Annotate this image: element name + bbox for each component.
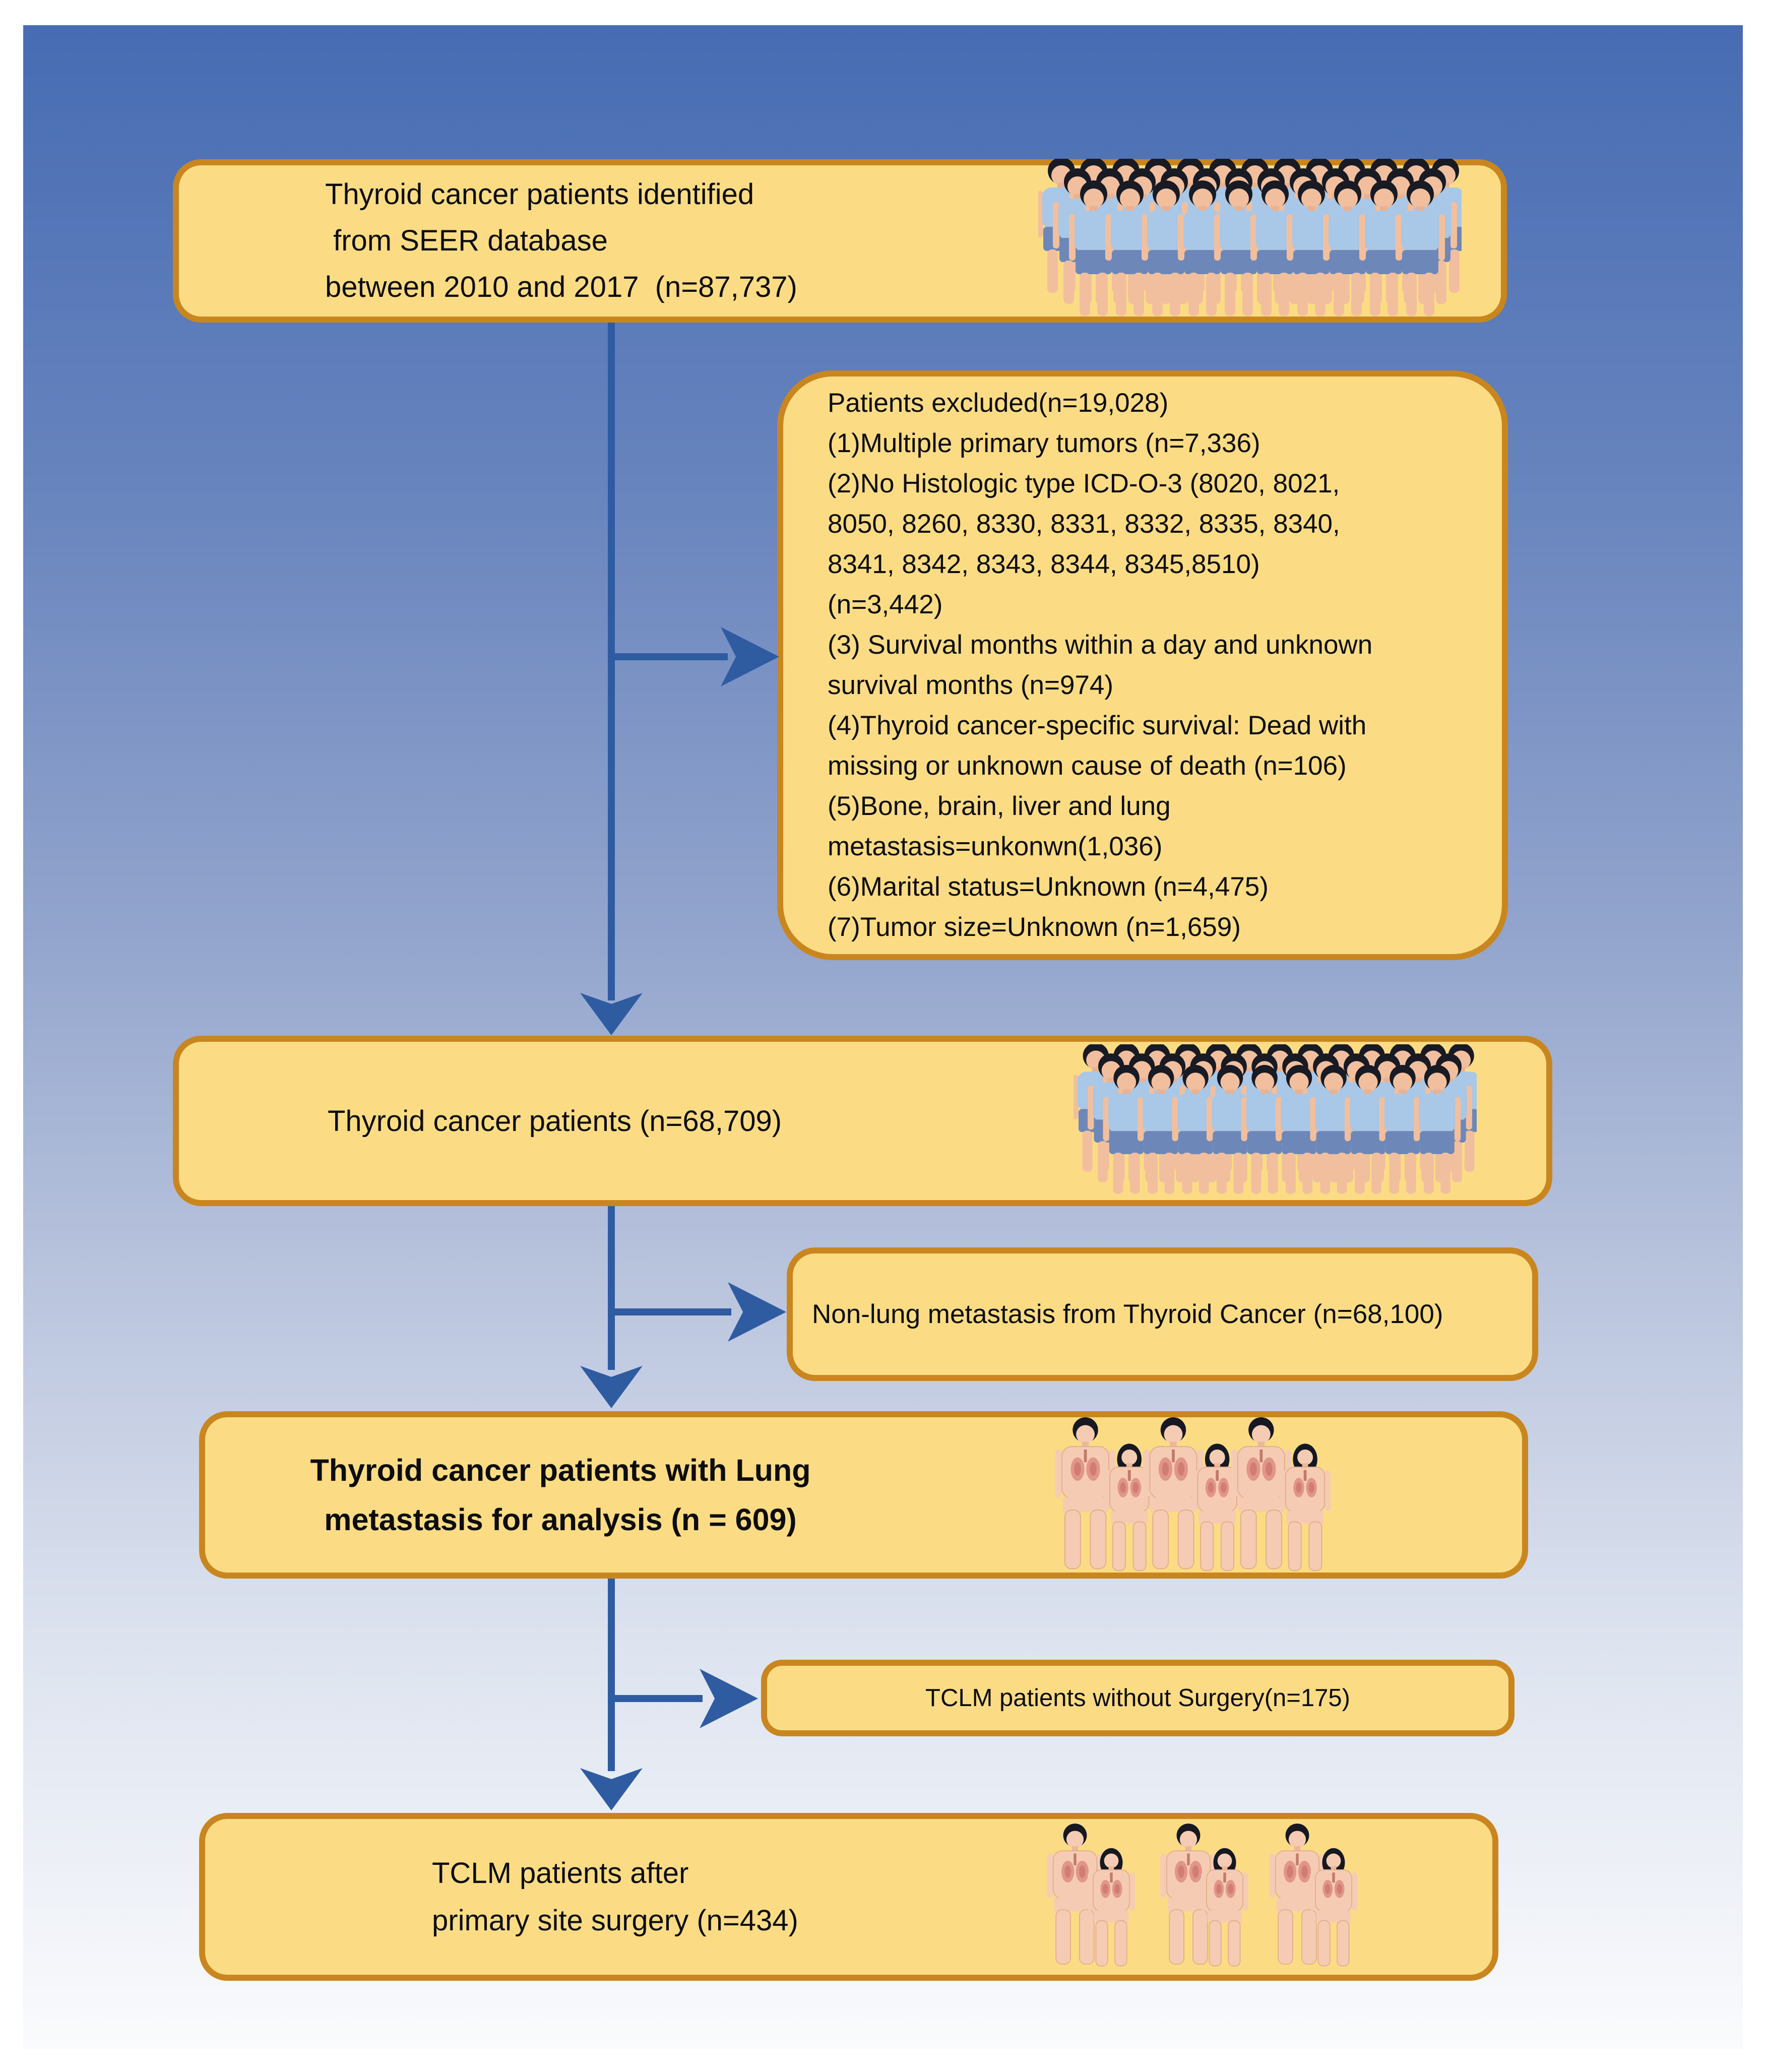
excluded-box-line: (3) Survival months within a day and unknown <box>828 630 1373 660</box>
lungmeta-box-line: metastasis for analysis (n = 609) <box>324 1502 797 1537</box>
excluded-box-line: (1)Multiple primary tumors (n=7,336) <box>828 428 1260 458</box>
patients-icon <box>1043 1824 1361 1970</box>
surgery-box-line: primary site surgery (n=434) <box>432 1904 798 1937</box>
crowd-icon <box>1074 1044 1477 1202</box>
excluded-box-line: survival months (n=974) <box>828 670 1114 700</box>
nosurgery-box-label: TCLM patients without Surgery(n=175) <box>925 1684 1350 1712</box>
arrow-shaft-branch-3 <box>608 1695 703 1702</box>
nonlung-box <box>787 1247 1538 1381</box>
crowd-icon <box>1038 159 1462 324</box>
excluded-box-line: (4)Thyroid cancer-specific survival: Dead with <box>828 711 1367 740</box>
lungmeta-box-line: Thyroid cancer patients with Lung <box>310 1453 811 1487</box>
excluded-box-line: (n=3,442) <box>828 590 943 619</box>
thyroid-box-label: Thyroid cancer patients (n=68,709) <box>328 1104 782 1138</box>
excluded-box-line: missing or unknown cause of death (n=106) <box>828 751 1347 781</box>
excluded-box-line: 8341, 8342, 8343, 8344, 8345,8510) <box>828 549 1260 579</box>
surgery-box-line: TCLM patients after <box>432 1856 689 1890</box>
seer-box-line: between 2010 and 2017 (n=87,737) <box>325 271 797 303</box>
excluded-box-line: (6)Marital status=Unknown (n=4,475) <box>828 872 1269 902</box>
excluded-box <box>777 370 1508 960</box>
arrow-shaft-branch-2 <box>608 1308 731 1315</box>
arrow-shaft-vertical-3 <box>608 1579 615 1771</box>
excluded-box-line: 8050, 8260, 8330, 8331, 8332, 8335, 8340, <box>828 509 1340 539</box>
nonlung-box-label: Non-lung metastasis from Thyroid Cancer (n=68,100) <box>812 1299 1443 1329</box>
excluded-box-line: (2)No Histologic type ICD-O-3 (8020, 8021, <box>828 469 1340 498</box>
excluded-box-line: (5)Bone, brain, liver and lung <box>828 791 1171 821</box>
excluded-box-line: Patients excluded(n=19,028) <box>828 388 1169 418</box>
arrow-shaft-branch-1 <box>608 653 728 660</box>
arrow-shaft-vertical-2 <box>608 1206 615 1370</box>
nosurgery-box <box>761 1660 1515 1736</box>
seer-box-line: Thyroid cancer patients identified <box>325 178 754 211</box>
patients-icon <box>1048 1417 1391 1575</box>
excluded-box-line: metastasis=unkonwn(1,036) <box>828 832 1163 861</box>
excluded-box-line: (7)Tumor size=Unknown (n=1,659) <box>828 912 1241 942</box>
arrow-shaft-vertical-1 <box>608 323 615 1000</box>
seer-box-line: from SEER database <box>325 224 608 257</box>
